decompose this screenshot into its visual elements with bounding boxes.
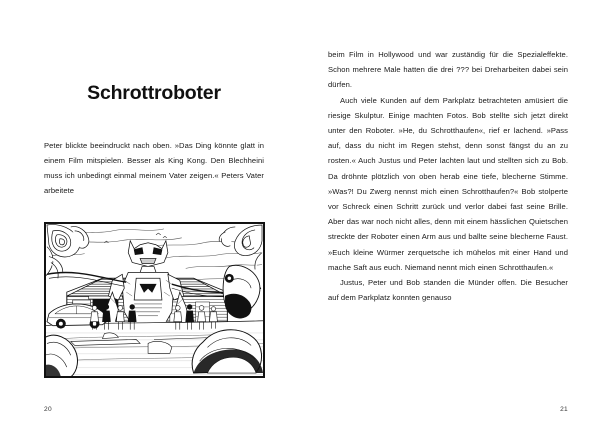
paragraph: Auch viele Kunden auf dem Parkplatz betrachteten amüsiert die riesige Skulptur. Einige machten Fotos. Bob stellte sich jetzt direkt unter den Roboter. »He, du Schrotthaufen«, rief er lachend. »Pass auf, dass du nicht im Regen stehst, denn sonst fängst du an zu rosten.« Auch Justus und Peter lachten laut und stellten sich zu Bob. Da dröhnte plötzlich von oben herab eine tiefe, blecherne Stimme. »Was?! Du Zwerg nennst mich einen Schrotthaufen?« Bob stolperte vor Schreck einen Schritt zurück und verlor dabei fast seine Brille. Aber das war noch nicht alles, denn mit einem hässlichen Quietschen streckte der Roboter einen Arm aus und ballte seine blecherne Faust. »Euch kleine Würmer zerquetsche ich mühelos mit einer Hand und mache Saft aus euch. Niemand nennt mich einen Schrotthaufen.« (328, 95, 568, 272)
paragraph: Justus, Peter und Bob standen die Münder offen. Die Besucher auf dem Parkplatz konnten genauso (328, 278, 568, 303)
schrottroboter-illustration (44, 222, 265, 378)
page-number-right: 21 (560, 406, 568, 413)
illustration-artwork (45, 223, 264, 377)
paragraph: beim Film in Hollywood und war zuständig für die Spezialeffekte. Schon mehrere Male hatten die drei ??? bei Dreharbeiten dabei sein dürfen. (328, 50, 568, 90)
right-text-column (328, 0, 568, 305)
chapter-title: Schrottroboter (87, 82, 221, 104)
left-text-column (44, 138, 264, 199)
page-number-left: 20 (44, 406, 52, 413)
page-right (300, 0, 600, 435)
paragraph: Peter blickte beeindruckt nach oben. »Das Ding könnte glatt in einem Film mitspielen. Besser als King Kong. Den Blechheini muss ich unbedingt einmal meinem Vater zeigen.« Peters Vater arbeitete (44, 140, 264, 196)
